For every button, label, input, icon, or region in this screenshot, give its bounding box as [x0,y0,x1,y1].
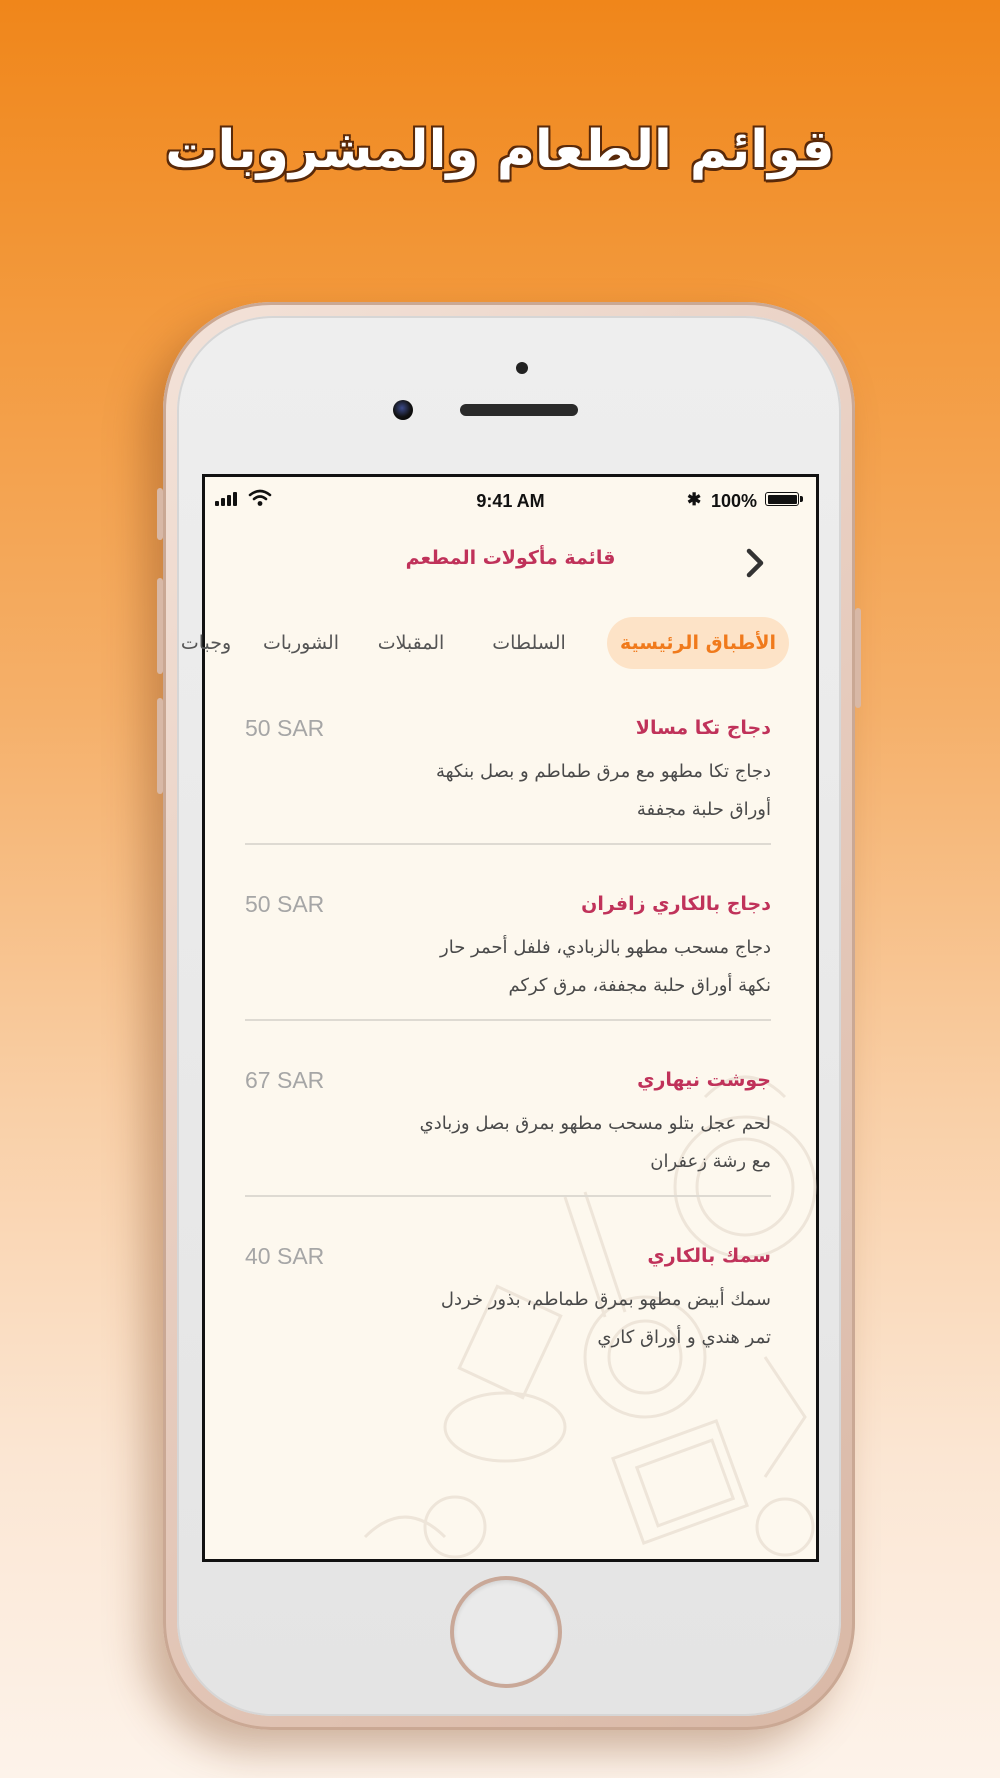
item-name: جوشت نيهاري [637,1069,771,1091]
divider [245,843,771,845]
battery-percent: 100% [711,491,758,511]
proximity-sensor [516,362,528,374]
promo-title: قوائم الطعام والمشروبات [165,120,835,180]
power-button [855,608,861,708]
item-description [351,1105,771,1181]
item-price: 50 SAR [245,891,325,917]
item-price: 40 SAR [245,1243,325,1269]
nav-bar [205,537,816,587]
item-description-line: دجاج مسحب مطهو بالزبادي، فلفل أحمر حار [440,937,771,958]
item-description-line: نكهة أوراق حلبة مجففة، مرق كركم [508,975,771,996]
item-description [351,929,771,1005]
item-description [351,1281,771,1357]
app-screen [180,474,819,1562]
battery-icon [765,492,799,506]
chevron-right-icon[interactable] [735,543,775,583]
bluetooth-icon: ✱ [687,490,702,509]
status-time: 9:41 AM [476,491,545,511]
menu-item[interactable] [245,1069,771,1245]
item-price: 67 SAR [245,1067,325,1093]
menu-item[interactable] [245,893,771,1069]
mute-switch [157,488,163,540]
page-title: قائمة مأكولات المطعم [405,547,616,569]
menu-item[interactable] [245,717,771,893]
status-bar [205,477,816,525]
menu-item[interactable] [245,1245,771,1421]
divider [245,1019,771,1021]
item-description-line: لحم عجل بتلو مسحب مطهو بمرق بصل وزبادي [419,1113,771,1134]
divider [245,1195,771,1197]
tab-meals[interactable]: وجبات [180,632,232,654]
tab-appetizers[interactable]: المقبلات [377,632,445,654]
front-camera [393,400,413,420]
volume-down-button [157,698,163,794]
tab-main-dishes[interactable]: الأطباق الرئيسية [607,617,789,669]
item-description-line: مع رشة زعفران [650,1151,771,1172]
item-description-line: سمك أبيض مطهو بمرق طماطم، بذور خردل [440,1289,771,1310]
home-button[interactable] [454,1580,558,1684]
item-name: سمك بالكاري [647,1245,771,1267]
item-description-line: دجاج تكا مطهو مع مرق طماطم و بصل بنكهة [435,761,771,782]
item-name: دجاج تكا مسالا [635,717,771,739]
item-description [351,753,771,829]
category-tabs [180,617,816,669]
earpiece-speaker [460,404,578,416]
item-description-line: أوراق حلبة مجففة [636,799,771,820]
tab-soups[interactable]: الشوربات [263,632,339,654]
item-price: 50 SAR [245,715,325,741]
volume-up-button [157,578,163,674]
item-description-line: تمر هندي و أوراق كاري [597,1327,771,1348]
item-name: دجاج بالكاري زافران [581,893,771,915]
tab-salads[interactable]: السلطات [492,632,566,654]
